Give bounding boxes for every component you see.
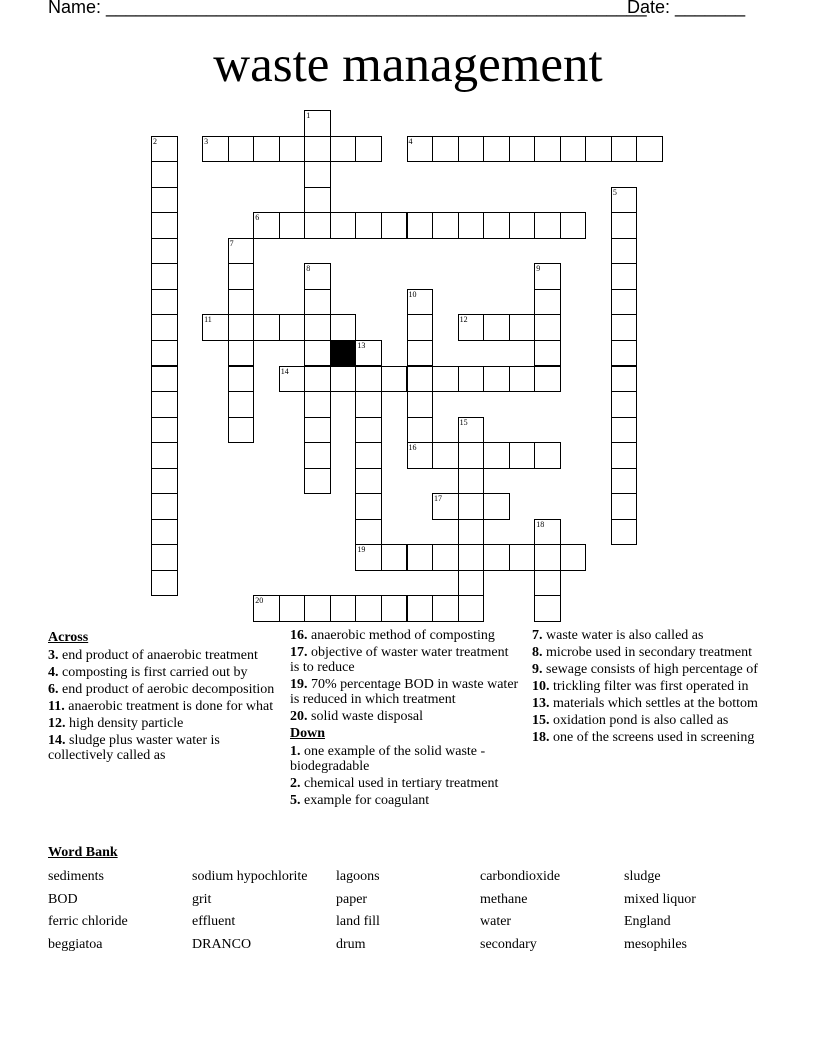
grid-cell[interactable]: [304, 314, 331, 341]
clue-number: 20: [255, 596, 264, 606]
grid-cell[interactable]: [534, 289, 561, 316]
grid-cell[interactable]: [636, 136, 663, 163]
grid-cell[interactable]: [534, 366, 561, 393]
grid-cell[interactable]: [304, 161, 331, 188]
down-heading: Down: [290, 726, 326, 741]
grid-cell[interactable]: [381, 595, 408, 622]
grid-cell[interactable]: [151, 544, 178, 571]
grid-cell[interactable]: [151, 519, 178, 546]
grid-cell[interactable]: [407, 366, 434, 393]
grid-cell[interactable]: [228, 366, 255, 393]
grid-cell[interactable]: [407, 595, 434, 622]
clue-number: 7: [229, 238, 234, 248]
word-bank-item: mixed liquor: [624, 891, 696, 907]
grid-cell[interactable]: [458, 212, 485, 239]
grid-cell[interactable]: [228, 238, 255, 265]
grid-cell[interactable]: [432, 366, 459, 393]
clue-number: 17: [434, 494, 443, 504]
grid-cell[interactable]: [330, 595, 357, 622]
grid-cell[interactable]: [483, 493, 510, 520]
grid-cell[interactable]: [304, 417, 331, 444]
clue-column-1: [48, 628, 278, 765]
across-clue: 3. end product of anaerobic treatment: [48, 648, 258, 663]
grid-cell[interactable]: [151, 238, 178, 265]
grid-cell[interactable]: [458, 442, 485, 469]
clue-number: 16: [408, 443, 417, 453]
word-bank-item: drum: [336, 937, 366, 953]
word-bank-item: mesophiles: [624, 937, 687, 953]
grid-cell[interactable]: [253, 136, 280, 163]
down-clue: 10. trickling filter was first operated in: [532, 679, 749, 694]
word-bank-item: water: [480, 914, 512, 930]
down-clue: 1. one example of the solid waste -biodegradable: [290, 744, 486, 774]
grid-cell[interactable]: [483, 366, 510, 393]
grid-cell[interactable]: [585, 136, 612, 163]
grid-cell[interactable]: [355, 544, 382, 571]
grid-cell[interactable]: [483, 544, 510, 571]
grid-cell[interactable]: [304, 289, 331, 316]
grid-cell[interactable]: [228, 391, 255, 418]
grid-cell[interactable]: [151, 289, 178, 316]
clue-column-3: [532, 628, 762, 747]
page-title: waste management: [213, 37, 603, 93]
grid-cell[interactable]: [611, 366, 638, 393]
word-bank-item: secondary: [480, 937, 537, 953]
grid-cell[interactable]: [407, 544, 434, 571]
grid-cell[interactable]: [355, 468, 382, 495]
grid-cell[interactable]: [151, 366, 178, 393]
down-clue: 2. chemical used in tertiary treatment: [290, 776, 499, 791]
grid-cell[interactable]: [407, 391, 434, 418]
grid-cell[interactable]: [611, 519, 638, 546]
word-bank-item: sediments: [48, 869, 104, 884]
word-bank-item: BOD: [48, 891, 78, 907]
grid-cell[interactable]: [407, 289, 434, 316]
word-bank-item: grit: [192, 891, 212, 907]
word-bank-item: lagoons: [336, 869, 380, 884]
across-clue: 17. objective of waster water treatment is to reduce: [290, 645, 509, 675]
word-bank-item: ferric chloride: [48, 914, 128, 930]
clue-column-2: [290, 628, 520, 810]
grid-cell[interactable]: [483, 442, 510, 469]
grid-cell[interactable]: [458, 136, 485, 163]
grid-cell[interactable]: [151, 314, 178, 341]
across-clue: 14. sludge plus waster water is collectively called as: [48, 733, 220, 763]
grid-cell[interactable]: [304, 468, 331, 495]
grid-cell[interactable]: [432, 544, 459, 571]
grid-cell[interactable]: [202, 314, 229, 341]
grid-cell[interactable]: [151, 161, 178, 188]
grid-cell[interactable]: [560, 212, 587, 239]
grid-cell[interactable]: [611, 314, 638, 341]
grid-cell[interactable]: [560, 544, 587, 571]
clue-number: 8: [306, 264, 311, 274]
clue-number: 10: [408, 289, 417, 299]
grid-cell[interactable]: [611, 493, 638, 520]
across-clue: 6. end product of aerobic decomposition: [48, 682, 275, 697]
grid-cell[interactable]: [151, 263, 178, 290]
grid-cell[interactable]: [407, 417, 434, 444]
word-bank-item: sludge: [624, 869, 661, 884]
grid-cell[interactable]: [534, 595, 561, 622]
grid-cell[interactable]: [355, 366, 382, 393]
grid-cell[interactable]: [151, 391, 178, 418]
grid-cell[interactable]: [458, 468, 485, 495]
grid-cell[interactable]: [611, 391, 638, 418]
grid-cell[interactable]: [534, 340, 561, 367]
down-clue: 8. microbe used in secondary treatment: [532, 645, 753, 660]
grid-cell[interactable]: [304, 136, 331, 163]
grid-cell[interactable]: [458, 493, 485, 520]
grid-cell[interactable]: [151, 468, 178, 495]
grid-cell[interactable]: [407, 314, 434, 341]
grid-cell[interactable]: [611, 442, 638, 469]
word-bank-item: beggiatoa: [48, 937, 103, 953]
grid-cell[interactable]: [458, 519, 485, 546]
clue-number: 5: [612, 187, 617, 197]
grid-cell[interactable]: [432, 136, 459, 163]
grid-cell[interactable]: [355, 493, 382, 520]
grid-cell[interactable]: [611, 468, 638, 495]
grid-cell[interactable]: [228, 263, 255, 290]
clue-number: 2: [153, 136, 157, 146]
down-clue: 9. sewage consists of high percentage of: [532, 662, 758, 677]
grid-cell[interactable]: [279, 212, 306, 239]
clue-number: 1: [306, 111, 311, 120]
grid-cell[interactable]: [483, 314, 510, 341]
grid-cell[interactable]: [483, 136, 510, 163]
grid-cell[interactable]: [381, 212, 408, 239]
grid-cell[interactable]: [151, 570, 178, 597]
grid-cell[interactable]: [458, 570, 485, 597]
grid-cell[interactable]: [151, 212, 178, 239]
grid-cell[interactable]: [228, 340, 255, 367]
grid-cell[interactable]: [355, 340, 382, 367]
clue-number: 4: [408, 136, 413, 146]
grid-cell[interactable]: [330, 212, 357, 239]
down-clue: 7. waste water is also called as: [532, 628, 704, 643]
grid-cell[interactable]: [253, 314, 280, 341]
grid-cell[interactable]: [458, 544, 485, 571]
grid-cell[interactable]: [611, 289, 638, 316]
down-clue: 5. example for coagulant: [290, 793, 430, 808]
grid-cell[interactable]: [534, 570, 561, 597]
grid-cell[interactable]: [458, 314, 485, 341]
grid-cell[interactable]: [534, 136, 561, 163]
grid-cell[interactable]: [304, 366, 331, 393]
grid-cell[interactable]: [253, 595, 280, 622]
across-clue: 12. high density particle: [48, 716, 184, 731]
grid-cell[interactable]: [304, 212, 331, 239]
grid-cell[interactable]: [304, 442, 331, 469]
grid-cell[interactable]: [432, 493, 459, 520]
grid-cell[interactable]: [304, 340, 331, 367]
clue-number: 12: [459, 315, 468, 325]
grid-cell[interactable]: [304, 595, 331, 622]
grid-cell[interactable]: [458, 595, 485, 622]
grid-cell[interactable]: [560, 136, 587, 163]
word-bank-item: methane: [480, 891, 528, 907]
grid-cell[interactable]: [330, 136, 357, 163]
grid-cell[interactable]: [432, 595, 459, 622]
grid-cell[interactable]: [279, 366, 306, 393]
grid-cell[interactable]: [228, 417, 255, 444]
clue-number: 15: [459, 417, 468, 427]
grid-cell[interactable]: [355, 212, 382, 239]
across-clue: 16. anaerobic method of composting: [290, 628, 495, 643]
grid-cell[interactable]: [330, 366, 357, 393]
grid-cell[interactable]: [611, 340, 638, 367]
grid-cell[interactable]: [151, 340, 178, 367]
clue-number: 19: [357, 545, 366, 555]
grid-cell[interactable]: [509, 442, 536, 469]
grid-cell[interactable]: [279, 136, 306, 163]
grid-cell[interactable]: [304, 391, 331, 418]
across-clue: 11. anaerobic treatment is done for what: [48, 699, 274, 714]
across-clue: 4. composting is first carried out by: [48, 665, 248, 680]
word-bank-item: paper: [336, 891, 368, 907]
grid-cell[interactable]: [611, 263, 638, 290]
word-bank-item: England: [624, 914, 671, 930]
grid-cell[interactable]: [483, 212, 510, 239]
grid-cell[interactable]: [407, 442, 434, 469]
name-field: Name: ______________________________________________________: [48, 0, 647, 17]
across-clue: 20. solid waste disposal: [290, 709, 423, 724]
grid-cell[interactable]: [151, 442, 178, 469]
grid-cell[interactable]: [534, 314, 561, 341]
grid-cell[interactable]: [355, 136, 382, 163]
grid-cell[interactable]: [304, 110, 331, 137]
grid-cell[interactable]: [381, 366, 408, 393]
clue-number: 3: [204, 136, 209, 146]
grid-cell[interactable]: [151, 493, 178, 520]
grid-cell[interactable]: [458, 417, 485, 444]
grid-cell[interactable]: [534, 212, 561, 239]
grid-cell[interactable]: [304, 187, 331, 214]
grid-cell[interactable]: [253, 212, 280, 239]
grid-cell[interactable]: [611, 136, 638, 163]
grid-cell[interactable]: [534, 263, 561, 290]
grid-cell[interactable]: [228, 136, 255, 163]
grid-cell[interactable]: [509, 314, 536, 341]
grid-cell[interactable]: [202, 136, 229, 163]
down-clue: 18. one of the screens used in screening: [532, 730, 755, 745]
grid-cell[interactable]: [279, 314, 306, 341]
grid-cell[interactable]: [432, 212, 459, 239]
grid-cell[interactable]: [534, 519, 561, 546]
grid-cell-blocked: [330, 340, 357, 367]
grid-cell[interactable]: [458, 366, 485, 393]
grid-cell[interactable]: [407, 212, 434, 239]
word-bank-item: DRANCO: [192, 937, 252, 953]
grid-cell[interactable]: [330, 314, 357, 341]
grid-cell[interactable]: [432, 442, 459, 469]
word-bank-title: Word Bank: [48, 845, 118, 860]
grid-cell[interactable]: [534, 544, 561, 571]
grid-cell[interactable]: [407, 340, 434, 367]
clue-number: 13: [357, 340, 366, 350]
word-bank-item: effluent: [192, 914, 236, 930]
grid-cell[interactable]: [611, 212, 638, 239]
grid-cell[interactable]: [228, 289, 255, 316]
grid-cell[interactable]: [509, 212, 536, 239]
clue-number: 11: [204, 315, 212, 325]
grid-cell[interactable]: [355, 417, 382, 444]
grid-cell[interactable]: [509, 544, 536, 571]
clue-number: 18: [536, 519, 545, 529]
grid-cell[interactable]: [509, 136, 536, 163]
grid-cell[interactable]: [611, 238, 638, 265]
down-clue: 15. oxidation pond is also called as: [532, 713, 729, 728]
word-bank-item: land fill: [336, 914, 380, 930]
grid-cell[interactable]: [355, 595, 382, 622]
across-clue: 19. 70% percentage BOD in waste water is reduced in which treatment: [290, 677, 519, 707]
down-clue: 13. materials which settles at the bottom: [532, 696, 758, 711]
clue-number: 14: [280, 366, 289, 376]
word-bank-item: sodium hypochlorite: [192, 869, 308, 884]
grid-cell[interactable]: [304, 263, 331, 290]
grid-cell[interactable]: [151, 136, 178, 163]
grid-cell[interactable]: [611, 187, 638, 214]
grid-cell[interactable]: [355, 391, 382, 418]
grid-cell[interactable]: [611, 417, 638, 444]
grid-cell[interactable]: [355, 519, 382, 546]
clue-number: 9: [536, 264, 541, 274]
grid-cell[interactable]: [151, 187, 178, 214]
grid-cell[interactable]: [534, 442, 561, 469]
grid-cell[interactable]: [381, 544, 408, 571]
grid-cell[interactable]: [407, 136, 434, 163]
grid-cell[interactable]: [509, 366, 536, 393]
grid-cell[interactable]: [355, 442, 382, 469]
across-heading: Across: [48, 630, 89, 645]
grid-cell[interactable]: [228, 314, 255, 341]
grid-cell[interactable]: [151, 417, 178, 444]
word-bank-item: carbondioxide: [480, 869, 561, 884]
date-field: Date: _______: [627, 0, 746, 17]
clue-number: 6: [255, 213, 260, 223]
grid-cell[interactable]: [279, 595, 306, 622]
